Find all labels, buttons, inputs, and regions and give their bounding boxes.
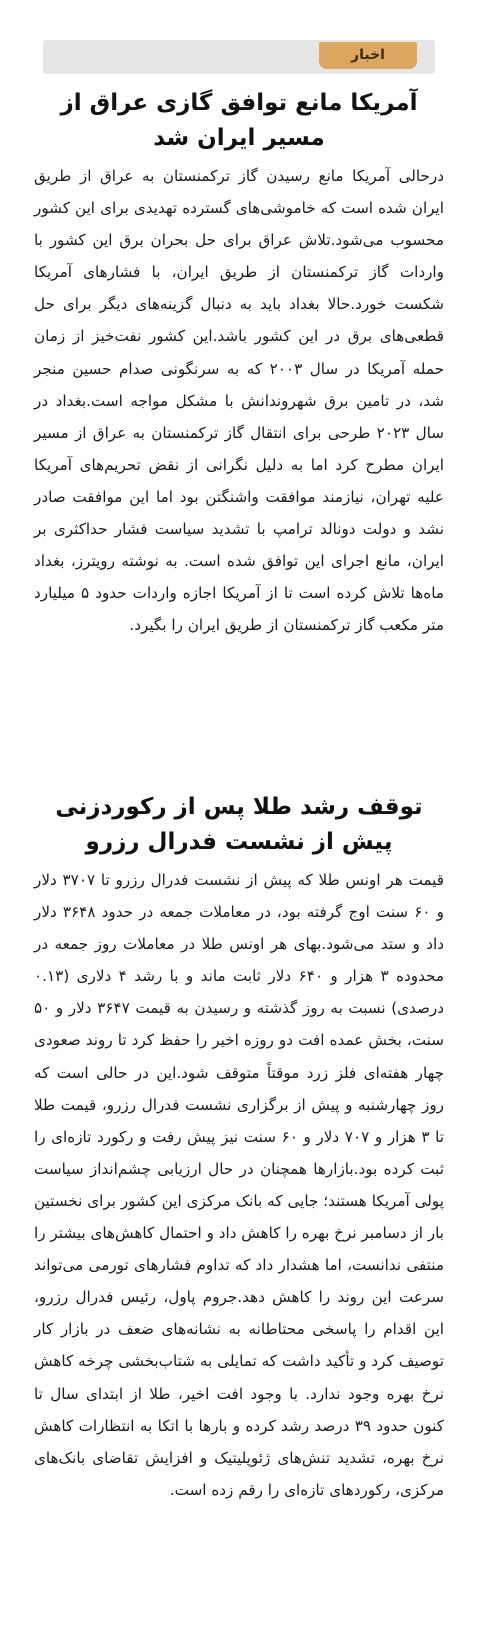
article-headline: توقف رشد طلا پس از رکوردزنی پیش از نشست فدرال رزرو (55, 794, 423, 855)
article-body: قیمت هر اونس طلا که پیش از نشست فدرال رزرو تا ۳۷۰۷ دلار و ۶۰ سنت اوج گرفته بود، در معاملات جمعه در حدود ۳۶۴۸ دلار داد و ستد می‌شود.بهای هر اونس طلا در معاملات روز جمعه در محدوده ۳ هزار و ۶۴۰ دلار ثابت ماند و با رشد ۴ دلاری (۰.۱۳ درصدی) نسبت به روز گذشته و رسیدن به قیمت ۳۶۴۷ دلار و ۵۰ سنت، بخش عمده افت دو روزه اخیر را حفظ کرد تا روند صعودی چهار هفته‌ای فلز زرد موقتاً متوقف شود.این در حالی است که روز چهارشنبه و پیش از برگزاری نشست فدرال رزرو، قیمت طلا تا ۳ هزار و ۷۰۷ دلار و ۶۰ سنت نیز پیش رفت و رکورد تازه‌ای را ثبت کرده بود.بازارها همچنان در حال ارزیابی چشم‌انداز سیاست پولی آمریکا هستند؛ جایی که بانک مرکزی این کشور برای نخستین بار از دسامبر نرخ بهره را کاهش داد و احتمال کاهش‌های بیشتر را منتفی ندانست، اما هشدار داد که تداوم فشارهای تورمی می‌تواند سرعت این روند را کاهش دهد.جروم پاول، رئیس فدرال رزرو، این اقدام را پاسخی محتاطانه به نشانه‌های ضعف در بازار کار توصیف کرد و تأکید داشت که تمایلی به شتاب‌بخشی چرخه کاهش نرخ بهره وجود ندارد. با وجود افت اخیر، طلا از ابتدای سال تا کنون حدود ۳۹ درصد رشد کرده و بارها با اتکا به انتظارات کاهش نرخ بهره، تشدید تنش‌های ژئوپلیتیک و افزایش تقاضای بانک‌های مرکزی، رکوردهای تازه‌ای را رقم زده است. (34, 871, 445, 1499)
article-iraq-gas (34, 86, 444, 641)
article-gold-price (34, 790, 444, 1506)
article-headline: آمریکا مانع توافق گازی عراق از مسیر ایران شد (60, 90, 418, 151)
section-tab-news[interactable]: اخبار (319, 42, 417, 69)
article-body: درحالی آمریکا مانع رسیدن گاز ترکمنستان به عراق از طریق ایران شده است که خاموشی‌های گسترده تهدیدی برای این کشور محسوب می‌شود.تلاش عراق برای حل بحران برق این کشور با واردات گاز ترکمنستان از طریق ایران، با فشارهای آمریکا شکست خورد.حالا بغداد باید به دنبال گزینه‌های دیگر برای حل قطعی‌های برق در این کشور باشد.این کشور نفت‌خیز از زمان حمله آمریکا در سال ۲۰۰۳ که به سرنگونی صدام حسین منجر شد، در تامین برق شهروندانش با مشکل مواجه است.بغداد در سال ۲۰۲۳ طرحی برای انتقال گاز ترکمنستان به عراق از مسیر ایران مطرح کرد اما به دلیل نگرانی از نقض تحریم‌های آمریکا علیه تهران، نیازمند موافقت واشنگتن بود اما این موافقت صادر نشد و دولت دونالد ترامپ با تشدید سیاست فشار حداکثری بر ایران، مانع اجرای این توافق شده است. به نوشته رویترز، بغداد ماه‌ها تلاش کرده است تا از آمریکا اجازه واردات حدود ۵ میلیارد متر مکعب گاز ترکمنستان از طریق ایران را بگیرد. (34, 167, 445, 635)
section-header-bar (43, 40, 435, 74)
